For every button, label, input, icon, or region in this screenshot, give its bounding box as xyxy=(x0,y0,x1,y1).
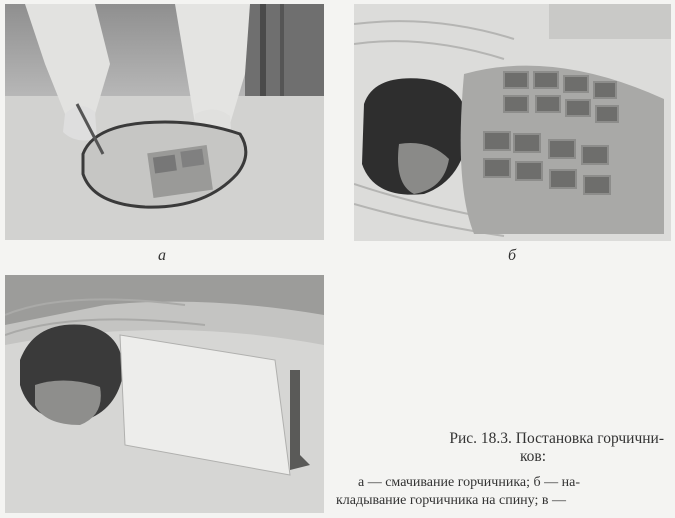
panel-label-b: б xyxy=(508,247,517,264)
photo-wetting-mustard-plaster xyxy=(5,4,324,240)
caption-title xyxy=(330,430,670,466)
caption-title-line-2: ков: xyxy=(519,448,547,465)
photo-plasters-on-back xyxy=(354,4,671,241)
caption-body-line-1: а — смачивание горчичника; б — на- xyxy=(358,475,581,490)
caption-body-line-2: кладывание горчичника на спину; в — xyxy=(336,493,566,508)
caption-body xyxy=(330,474,670,510)
panel-label-a: а xyxy=(158,247,166,264)
caption-title-line-1: Рис. 18.3. Постановка горчични- xyxy=(449,430,664,447)
figure-caption xyxy=(330,430,670,510)
photo-patient-covered xyxy=(5,275,324,513)
